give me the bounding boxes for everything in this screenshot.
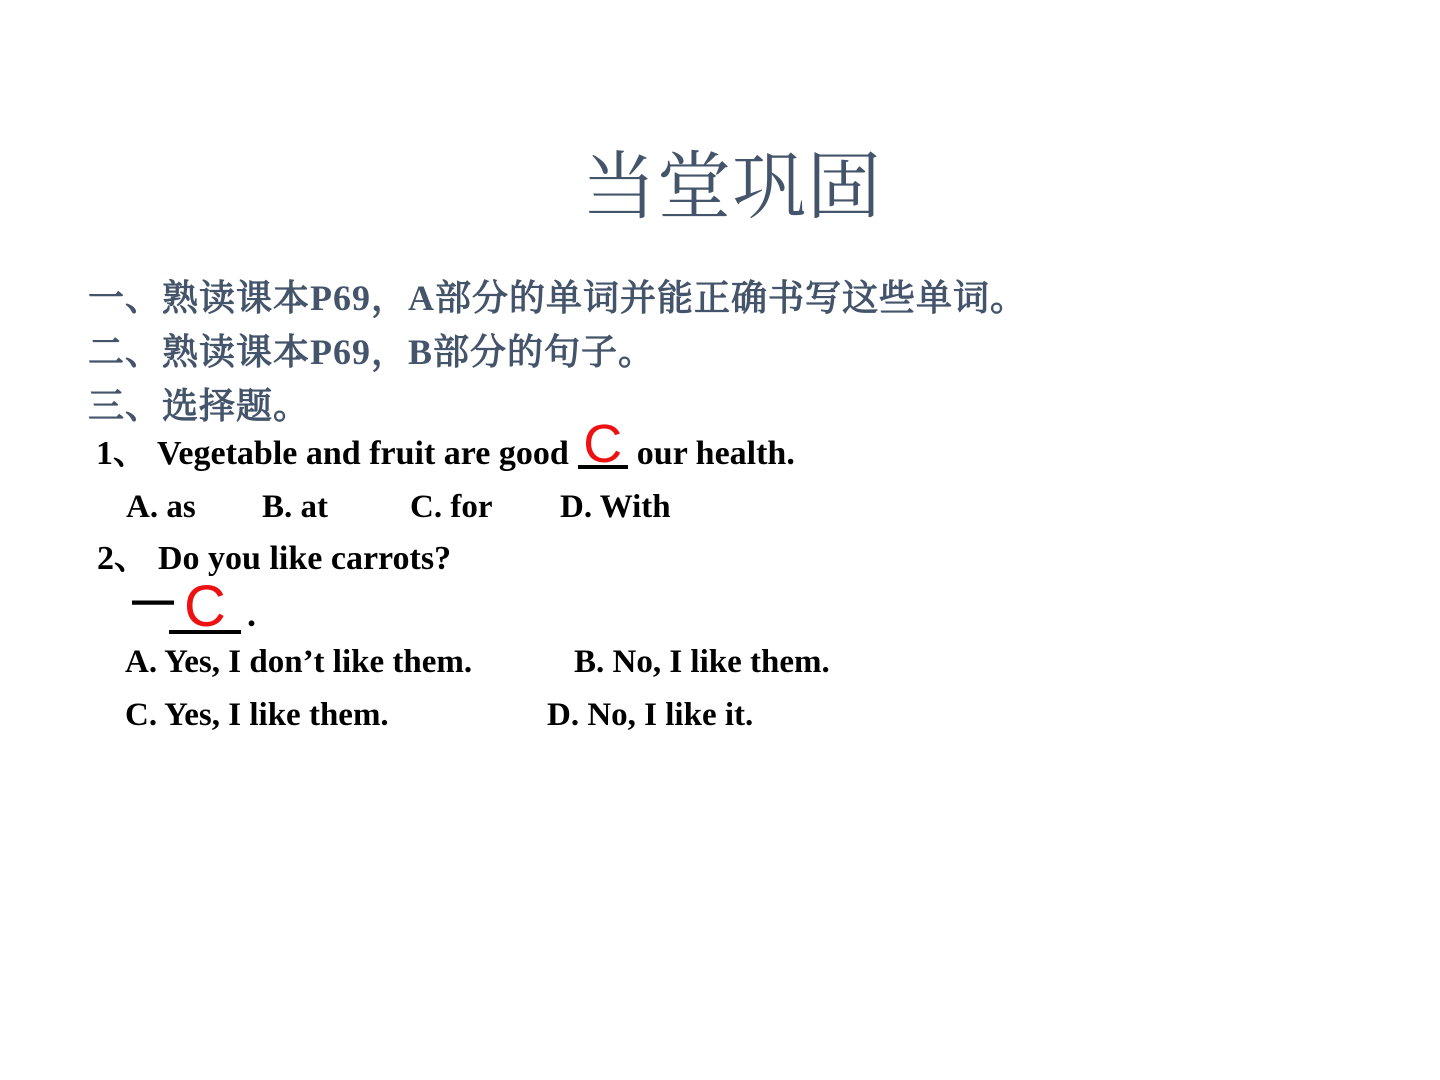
question-1-answer-letter: C xyxy=(583,414,623,474)
q2-option-b: B. No, I like them. xyxy=(574,644,830,680)
instruction-line-1: 一、熟读课本P69，A部分的单词并能正确书写这些单词。 xyxy=(88,278,1027,318)
q1-option-b: B. at xyxy=(262,489,328,525)
question-1-number: 1、 xyxy=(96,435,147,472)
question-1-text-before-blank: Vegetable and fruit are good xyxy=(157,435,569,472)
page-title: 当堂巩固 xyxy=(582,147,882,229)
instruction-line-3: 三、选择题。 xyxy=(88,386,311,426)
q2-option-c: C. Yes, I like them. xyxy=(125,697,389,733)
question-2-number: 2、 xyxy=(97,540,148,577)
question-2-dash: — xyxy=(133,576,173,621)
question-2-stem xyxy=(97,539,451,578)
q2-option-d: D. No, I like it. xyxy=(547,697,754,733)
question-2-answer-blank xyxy=(169,574,241,639)
q1-option-d: D. With xyxy=(560,489,671,525)
question-2-answer-row xyxy=(133,574,283,639)
question-1-stem xyxy=(96,414,795,474)
q1-option-c: C. for xyxy=(410,489,493,525)
question-1-text-after-blank: our health. xyxy=(636,435,795,472)
question-2-answer-letter: C xyxy=(184,574,226,639)
question-2-period: . xyxy=(247,594,256,634)
question-2-text: Do you like carrots? xyxy=(158,540,452,577)
instruction-line-2: 二、熟读课本P69，B部分的句子。 xyxy=(88,332,656,372)
question-1-answer-blank xyxy=(578,414,628,474)
q1-option-a: A. as xyxy=(126,489,196,525)
q2-option-a: A. Yes, I don’t like them. xyxy=(125,644,473,680)
